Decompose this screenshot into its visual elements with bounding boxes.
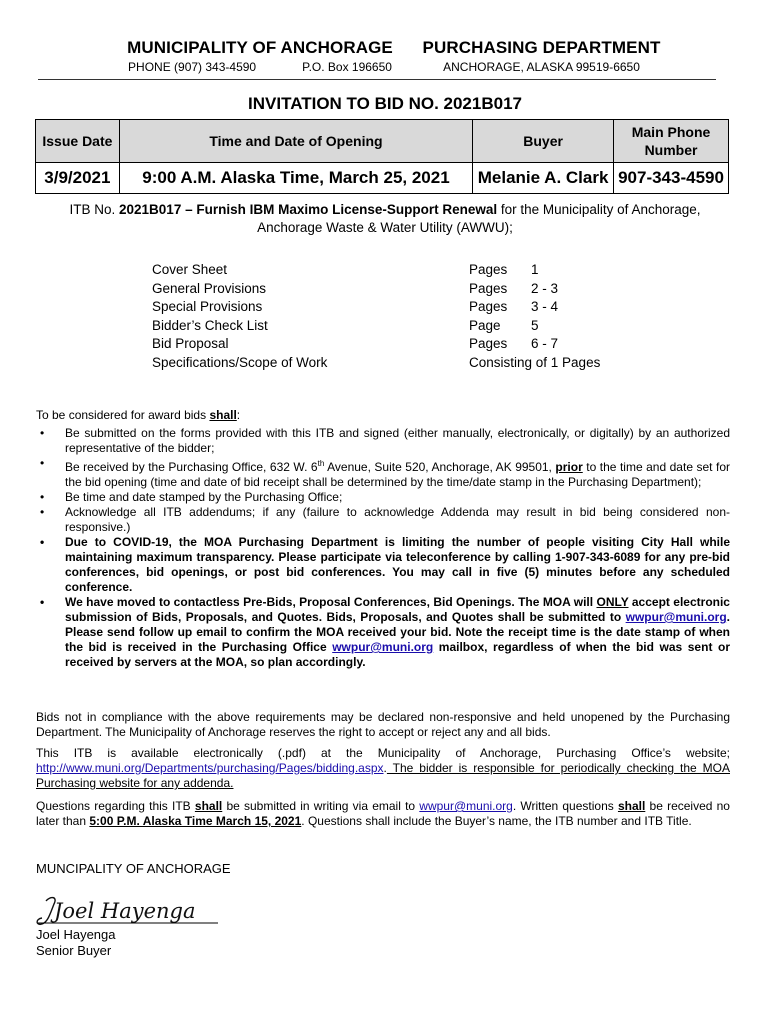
only-emphasis: ONLY — [596, 595, 629, 609]
questions-text: Questions regarding this ITB — [36, 799, 195, 813]
list-item — [36, 505, 730, 535]
header-buyer: Buyer — [473, 120, 614, 163]
requirement-text: Be submitted on the forms provided with this ITB and signed (either manually, electronically, or digitally) by an authorized representative of the bidder; — [65, 426, 730, 455]
section-name: General Provisions — [152, 280, 267, 296]
shall-emphasis: shall — [209, 408, 237, 422]
contactless-notice: accept electronic submission of Bids, Proposals, and Quotes. Bids, Proposals, and Quotes shall be submitted to — [65, 595, 730, 624]
requirement-text: Be time and date stamped by the Purchasing Office; — [65, 490, 343, 504]
bid-info-header-row — [36, 120, 729, 163]
requirements-intro — [36, 408, 730, 423]
intro-text: To be considered for award bids — [36, 408, 210, 422]
phone-text: PHONE (907) 343-4590 — [128, 60, 257, 74]
requirement-text: Be received by the Purchasing Office, 632 W. 6 — [65, 460, 318, 474]
page-numbers: 6 - 7 — [531, 336, 559, 352]
page-numbers: 1 — [531, 262, 539, 277]
list-item — [36, 490, 730, 505]
shall-emphasis: shall — [194, 799, 223, 813]
pages-label: Pages — [469, 299, 508, 315]
pages-label: Consisting of 1 Pages — [469, 354, 601, 370]
itb-description — [38, 201, 732, 237]
signature-script: Joel Hayenga — [54, 899, 196, 923]
itb-title: INVITATION TO BID NO. 2021B017 — [248, 94, 522, 113]
page-numbers: 5 — [531, 317, 539, 333]
questions-text: be received no later than — [36, 799, 730, 828]
phone-cell: 907-343-4590 — [614, 163, 729, 194]
opening-time-cell: 9:00 A.M. Alaska Time, March 25, 2021 — [119, 163, 472, 194]
page-numbers: 2 - 3 — [531, 280, 559, 296]
contactless-notice: . Please send follow up email to confirm the MOA received your bid. Note the receipt time is the date stamp of when the bid is received in the Purchasing Office — [65, 610, 730, 654]
signer-title: Senior Buyer — [36, 943, 112, 958]
section-name: Bidder’s Check List — [152, 317, 268, 333]
letterhead-right — [400, 38, 683, 74]
requirement-text: Avenue, Suite 520, Anchorage, AK 99501, — [324, 460, 556, 474]
section-name: Special Provisions — [152, 299, 263, 315]
email-link[interactable]: wwpur@muni.org — [625, 610, 727, 624]
department-title: PURCHASING DEPARTMENT — [422, 38, 661, 57]
bid-info-row — [36, 163, 729, 194]
questions-text: . Written questions — [512, 799, 618, 813]
list-item — [36, 595, 730, 670]
website-link[interactable]: http://www.muni.org/Departments/purchasing/Pages/bidding.aspx — [36, 761, 384, 775]
prior-emphasis: prior — [555, 460, 583, 474]
list-item — [36, 535, 730, 595]
section-name: Cover Sheet — [152, 262, 228, 277]
itb-description-rest: for the Municipality of Anchorage, Anchorage Waste & Water Utility (AWWU); — [257, 202, 701, 235]
po-box-text: P.O. Box 196650 — [302, 60, 392, 74]
address-text: ANCHORAGE, ALASKA 99519-6650 — [443, 60, 640, 74]
itb-number-title: 2021B017 – Furnish IBM Maximo License-Support Renewal — [119, 202, 498, 217]
itb-prefix: ITB No. — [69, 202, 120, 217]
pages-label: Pages — [469, 336, 508, 352]
compliance-paragraph: Bids not in compliance with the above requirements may be declared non-responsive and held unopened by the Purchasing Department. The Municipality of Anchorage reserves the right to accept or reject any and all bids. — [36, 710, 730, 739]
signer-name: Joel Hayenga — [36, 927, 116, 942]
header-time-date-opening: Time and Date of Opening — [119, 120, 472, 163]
requirement-text: Acknowledge all ITB addendums; if any (failure to acknowledge Addenda may result in bid being considered non-responsive.) — [65, 505, 730, 534]
signature-organization: MUNCIPALITY OF ANCHORAGE — [36, 861, 231, 876]
bullet-icon: • — [40, 535, 45, 549]
list-item — [36, 426, 730, 456]
contactless-notice: mailbox, regardless of when the bid was sent or received by servers at the MOA, so plan accordingly. — [65, 640, 730, 669]
bullet-icon: • — [40, 490, 45, 504]
bullet-icon: • — [40, 595, 45, 609]
ordinal-suffix: th — [317, 459, 325, 468]
municipality-title: MUNICIPALITY OF ANCHORAGE — [127, 38, 393, 57]
pages-label: Pages — [469, 262, 508, 277]
requirements-section — [36, 408, 730, 670]
bullet-icon: • — [40, 426, 45, 440]
page-numbers: 3 - 4 — [531, 299, 559, 315]
email-link[interactable]: wwpur@muni.org — [332, 640, 434, 654]
questions-text: be submitted in writing via email to — [222, 799, 420, 813]
intro-colon: : — [236, 408, 241, 422]
addenda-notice: The bidder is responsible for periodically checking the MOA Purchasing website for any addenda. — [36, 761, 730, 790]
section-name: Specifications/Scope of Work — [152, 354, 328, 370]
pages-label: Page — [469, 317, 501, 333]
header-issue-date: Issue Date — [36, 120, 120, 163]
header-divider — [38, 79, 716, 80]
bullet-icon: • — [40, 456, 45, 470]
bid-info-table — [35, 119, 729, 194]
pages-label: Pages — [469, 280, 508, 296]
section-name: Bid Proposal — [152, 336, 229, 352]
email-link[interactable]: wwpur@muni.org — [419, 799, 513, 813]
availability-text: . — [383, 761, 387, 775]
issue-date-cell: 3/9/2021 — [36, 163, 120, 194]
list-item — [36, 456, 730, 490]
bullet-icon: • — [40, 505, 45, 519]
questions-deadline: 5:00 P.M. Alaska Time March 15, 2021 — [89, 814, 302, 828]
shall-emphasis: shall — [617, 799, 646, 813]
buyer-cell: Melanie A. Clark — [473, 163, 614, 194]
questions-paragraph — [36, 799, 730, 829]
questions-text: . Questions shall include the Buyer’s name, the ITB number and ITB Title. — [301, 814, 692, 828]
availability-text: This ITB is available electronically (.pdf) at the Municipality of Anchorage, Purchasing Office’s website; — [36, 746, 730, 760]
requirements-list — [36, 426, 730, 670]
header-main-phone: Main Phone Number — [614, 120, 729, 163]
covid-notice: Due to COVID-19, the MOA Purchasing Department is limiting the number of people visiting City Hall while maintaining maximum transparency. Please participate via teleconference by calling 1-907-343-6089 for any pre-bid conferences, bid openings, or post bid conferences. You may call in five (5) minutes before any scheduled conference. — [65, 535, 730, 594]
availability-paragraph — [36, 746, 730, 791]
contactless-notice: We have moved to contactless Pre-Bids, Proposal Conferences, Bid Openings. The MOA will — [65, 595, 597, 609]
requirement-text: to the time and date set for the bid opening (time and date of bid receipt shall be determined by the time/date stamp in the Purchasing Department); — [65, 460, 731, 489]
